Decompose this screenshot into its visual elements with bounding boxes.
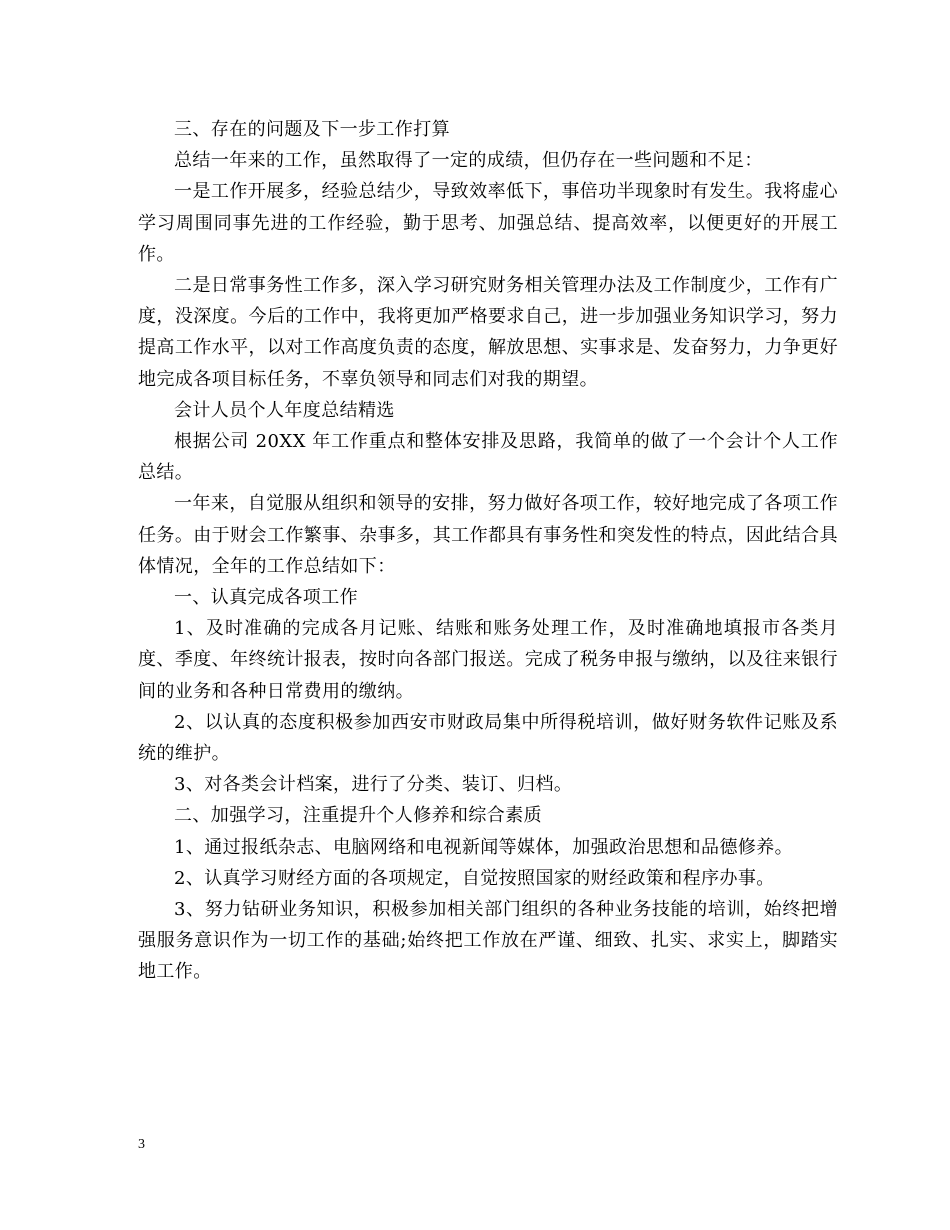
list-item: 1、通过报纸杂志、电脑网络和电视新闻等媒体，加强政治思想和品德修养。 xyxy=(174,836,794,858)
section-heading-study: 二、加强学习，注重提升个人修养和综合素质 xyxy=(174,805,542,827)
list-item: 1、及时准确的完成各月记账、结账和账务处理工作，及时准确地填报市各类月度、季度、年终统计报表，按时向各部门报送。完成了税务申报与缴纳，以及往来银行间的业务和各种日常费用的缴纳。 xyxy=(138,618,838,702)
list-item: 2、以认真的态度积极参加西安市财政局集中所得税培训，做好财务软件记账及系统的维护。 xyxy=(138,711,838,765)
list-item: 2、认真学习财经方面的各项规定，自觉按照国家的财经政策和程序办事。 xyxy=(174,867,775,889)
paragraph: 总结一年来的工作，虽然取得了一定的成绩，但仍存在一些问题和不足： xyxy=(174,150,763,172)
paragraph: 一年来，自觉服从组织和领导的安排，努力做好各项工作，较好地完成了各项工作任务。由于财会工作繁事、杂事多，其工作都具有事务性和突发性的特点，因此结合具体情况，全年的工作总结如下： xyxy=(138,493,838,577)
section-heading-problems: 三、存在的问题及下一步工作打算 xyxy=(174,119,450,140)
document-body xyxy=(138,114,838,988)
section-heading-complete-work: 一、认真完成各项工作 xyxy=(174,587,358,609)
list-item: 3、对各类会计档案，进行了分类、装订、归档。 xyxy=(174,774,573,796)
article-title: 会计人员个人年度总结精选 xyxy=(174,399,395,421)
paragraph: 根据公司 20XX 年工作重点和整体安排及思路，我简单的做了一个会计个人工作总结。 xyxy=(138,431,838,484)
list-item: 3、努力钻研业务知识，积极参加相关部门组织的各种业务技能的培训，始终把增强服务意识作为一切工作的基础;始终把工作放在严谨、细致、扎实、求实上，脚踏实地工作。 xyxy=(138,899,838,983)
page-number: 3 xyxy=(138,1137,145,1152)
paragraph: 一是工作开展多，经验总结少，导致效率低下，事倍功半现象时有发生。我将虚心学习周围同事先进的工作经验，勤于思考、加强总结、提高效率，以便更好的开展工作。 xyxy=(138,181,838,265)
paragraph: 二是日常事务性工作多，深入学习研究财务相关管理办法及工作制度少，工作有广度，没深度。今后的工作中，我将更加严格要求自己，进一步加强业务知识学习，努力提高工作水平，以对工作高度负责的态度，解放思想、实事求是、发奋努力，力争更好地完成各项目标任务，不辜负领导和同志们对我的期望。 xyxy=(138,275,838,390)
